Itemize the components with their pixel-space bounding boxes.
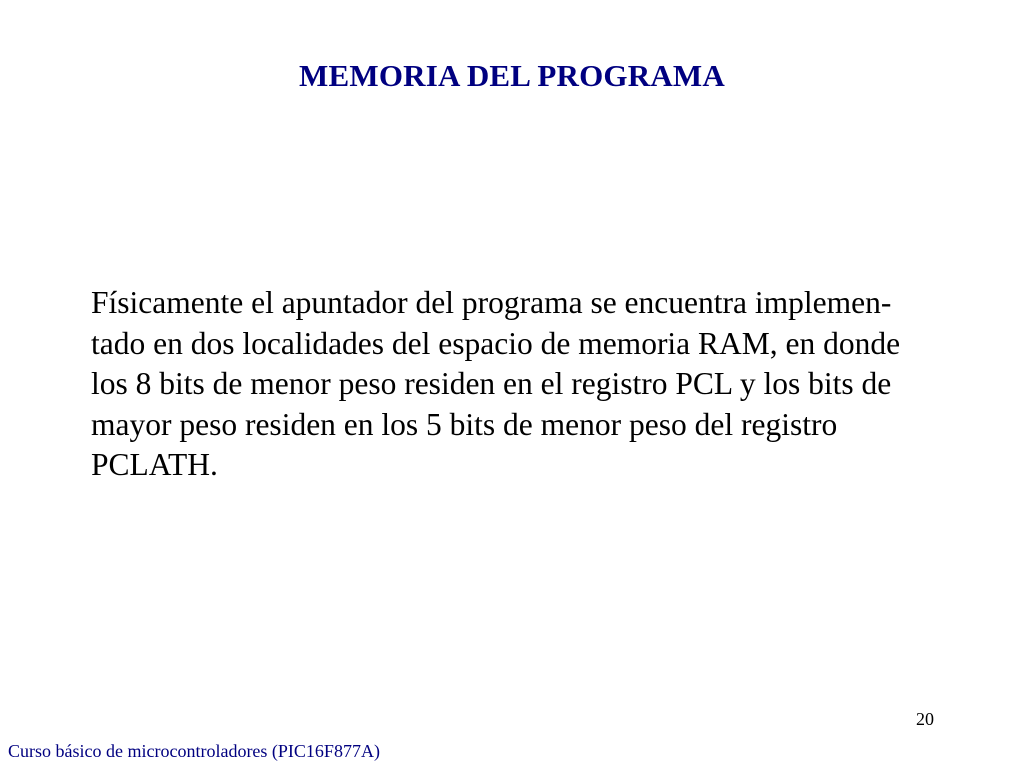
body-line: tado en dos localidades del espacio de memoria RAM, en donde [91, 325, 901, 361]
page-number: 20 [916, 709, 934, 729]
footer-course-title: Curso básico de microcontroladores (PIC16F877A) [8, 741, 380, 761]
slide-title: MEMORIA DEL PROGRAMA [299, 58, 725, 93]
body-paragraph [91, 283, 971, 486]
body-line: PCLATH. [91, 447, 218, 482]
body-line: mayor peso residen en los 5 bits de menor peso del registro [91, 406, 838, 442]
body-line: Físicamente el apuntador del programa se encuentra implemen- [91, 285, 892, 320]
body-line: los 8 bits de menor peso residen en el registro PCL y los bits de [91, 366, 892, 401]
